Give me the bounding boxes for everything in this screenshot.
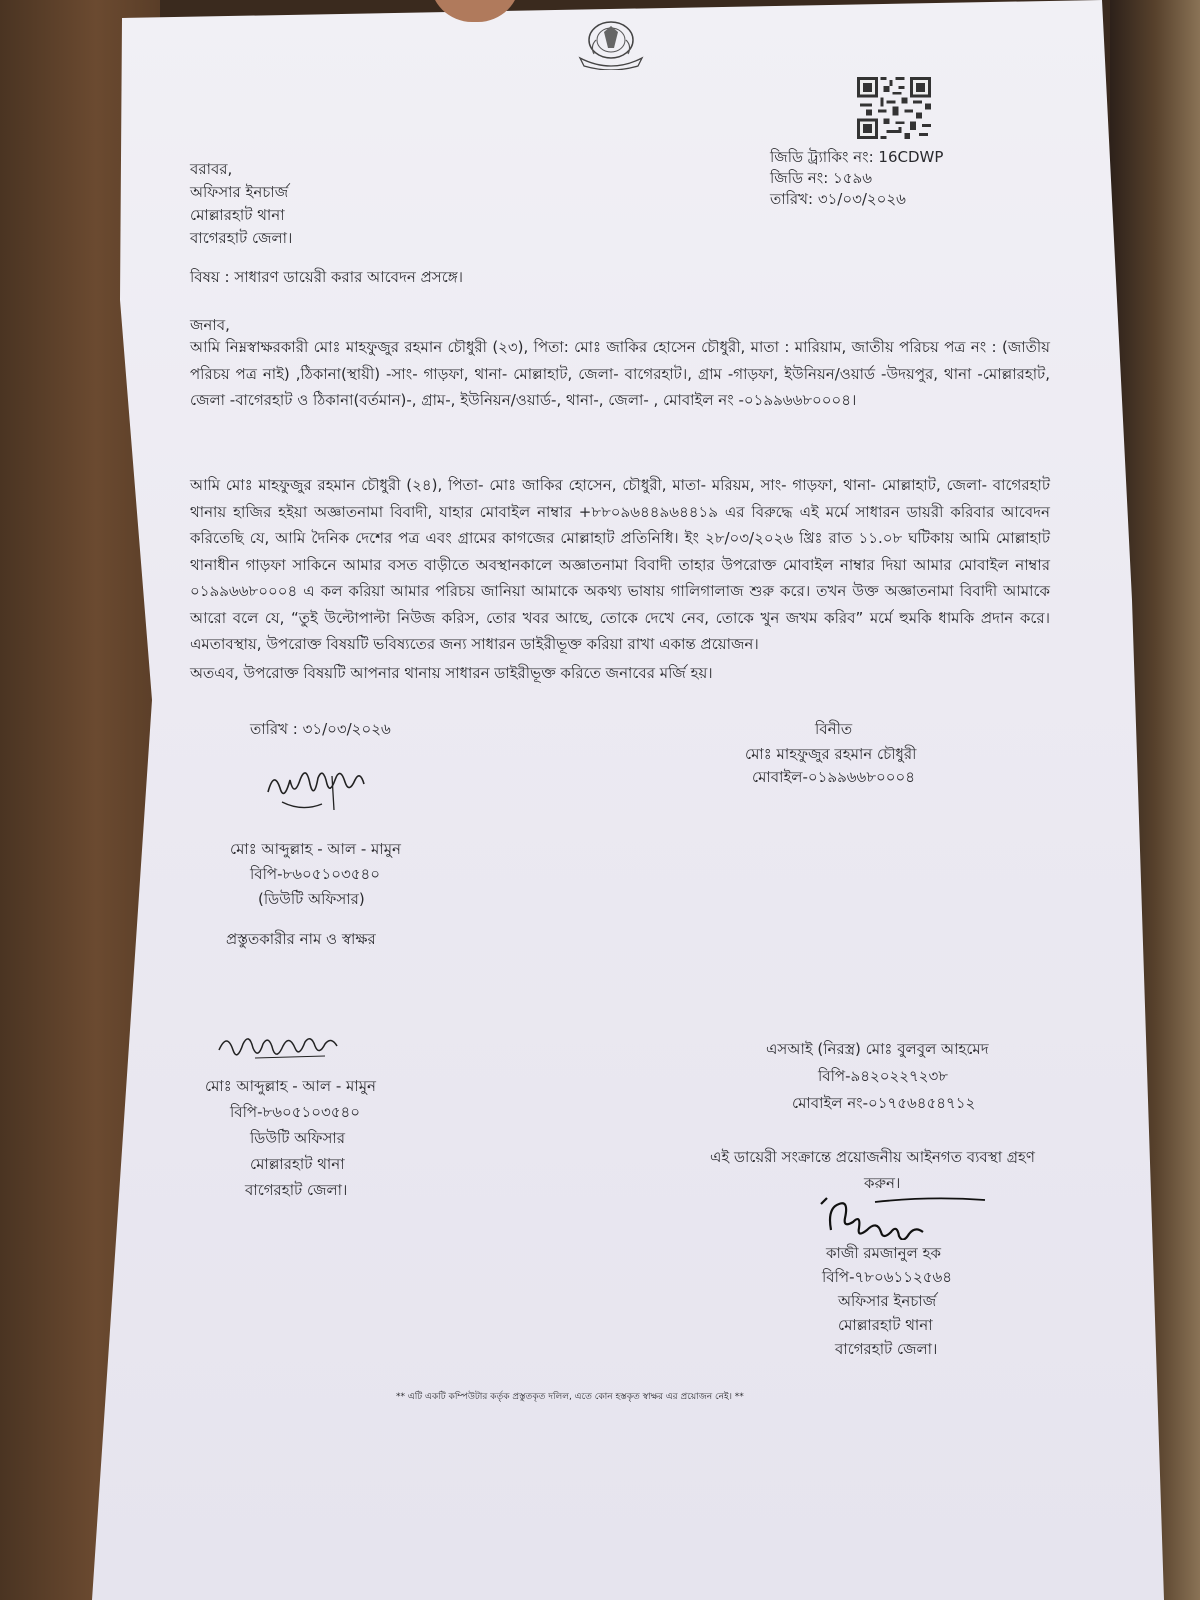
duty-officer-line: মোঃ আব্দুল্লাহ - আল - মামুন [205,1077,376,1095]
duty-officer-line: বিপি-৮৬০৫১০৩৫৪০ [230,1103,360,1121]
instruction-line: করুন। [864,1174,901,1192]
oc-line: কাজী রমজানুল হক [826,1244,941,1262]
si-line: এসআই (নিরস্ত্র) মোঃ বুলবুল আহমেদ [766,1040,989,1058]
gd-tracking-number: জিডি ট্র্যাকিং নং: 16CDWP [770,148,944,166]
police-emblem-icon [576,18,646,70]
recipient-line: অফিসার ইনচার্জ [190,183,289,201]
si-line: মোবাইল নং-০১৭৫৬৪৫৪৭১২ [792,1094,976,1112]
gd-number: জিডি নং: ১৫৯৬ [770,169,872,187]
preparer-signature [262,762,372,820]
oc-line: বিপি-৭৮০৬১১২৫৬৪ [822,1268,952,1286]
closing-word: বিনীত [815,720,853,738]
preparer-role: (ডিউটি অফিসার) [258,890,365,908]
duty-officer-line: ডিউটি অফিসার [250,1129,346,1147]
recipient-line: বরাবর, [190,160,233,178]
si-line: বিপি-৯৪২০২২৭২৩৮ [818,1067,948,1085]
duty-officer-line: বাগেরহাট জেলা। [245,1181,348,1199]
recipient-line: বাগেরহাট জেলা। [190,229,293,247]
oc-line: অফিসার ইনচার্জ [838,1292,937,1310]
application-date: তারিখ : ৩১/০৩/২০২৬ [250,720,391,738]
preparer-name: মোঃ আব্দুল্লাহ - আল - মামুন [230,840,401,858]
qr-code-icon [857,77,931,139]
oc-line: বাগেরহাট জেলা। [835,1340,938,1358]
subject-line: বিষয় : সাধারণ ডায়েরী করার আবেদন প্রসঙ্গে। [190,268,464,286]
duty-officer-line: মোল্লারহাট থানা [250,1155,345,1173]
request-paragraph: অতএব, উপরোক্ত বিষয়টি আপনার থানায় সাধারন ডাইরীভূক্ত করিতে জনাবের মর্জি হয়। [190,664,713,682]
computer-generated-note: ** এটি একটি কম্পিউটার কর্তৃক প্রস্তুতকৃত দলিল, এতে কোন হস্তকৃত স্বাক্ষর এর প্রয়োজন নেই। ** [396,1392,744,1402]
applicant-details-paragraph: আমি নিম্নস্বাক্ষরকারী মোঃ মাহফুজুর রহমান চৌধুরী (২৩), পিতা: মোঃ জাকির হোসেন চৌধুরী, মাতা : মারিয়াম, জাতীয় পরিচয় পত্র নং : (জাতীয় পরিচয় পত্র নাই) ,ঠিকানা(স্থায়ী) -সাং- গাড়ফা, থানা- মোল্লাহাট, জেলা- বাগেরহাট।, গ্রাম -গাড়ফা, ইউনিয়ন/ওয়ার্ড -উদয়পুর, থানা -মোল্লারহাট, জেলা -বাগেরহাট ও ঠিকানা(বর্তমান)-, গ্রাম-, ইউনিয়ন/ওয়ার্ড-, থানা-, জেলা- , মোবাইল নং -০১৯৯৬৬৮০০০৪। [190,338,1050,409]
applicant-mobile: মোবাইল-০১৯৯৬৬৮০০০৪ [752,768,916,786]
recipient-line: মোল্লারহাট থানা [190,206,285,224]
instruction-line: এই ডায়েরী সংক্রান্তে প্রয়োজনীয় আইনগত ব্যবস্থা গ্রহণ [710,1148,1035,1166]
preparer-bp: বিপি-৮৬০৫১০৩৫৪০ [250,865,380,883]
gd-date: তারিখ: ৩১/০৩/২০২৬ [770,190,906,208]
applicant-name: মোঃ মাহফুজুর রহমান চৌধুরী [745,745,917,763]
salutation: জনাব, [190,316,230,334]
officer-in-charge-signature [815,1190,990,1240]
complaint-paragraph: আমি মোঃ মাহফুজুর রহমান চৌধুরী (২৪), পিতা- মোঃ জাকির হোসেন, চৌধুরী, মাতা- মরিয়ম, সাং- গাড়ফা, থানা- মোল্লাহাট, জেলা- বাগেরহাট থানায় হাজির হইয়া অজ্ঞাতনামা বিবাদী, যাহার মোবাইল নাম্বার +৮৮০৯৬৪৪৯৬৪৪১৯ এর বিরুদ্ধে এই মর্মে সাধারন ডায়রী করিবার আবেদন করিতেছি যে, আমি দৈনিক দেশের পত্র এবং গ্রামের কাগজের মোল্লাহাট প্রতিনিধি। ইং ২৮/০৩/২০২৬ খ্রিঃ রাত ১১.০৮ ঘটিকায় আমি মোল্লাহাট থানাধীন গাড়ফা সাকিনে আমার বসত বাড়ীতে অবস্থানকালে অজ্ঞাতনামা বিবাদী তাহার উপরোক্ত মোবাইল নাম্বার দিয়া আমার মোবাইল নাম্বার ০১৯৯৬৬৮০০০৪ এ কল করিয়া আমার পরিচয় জানিয়া আমাকে অকথ্য ভাষায় গালিগালাজ শুরু করে। তখন উক্ত অজ্ঞাতনামা বিবাদী আমাকে আরো বলে যে, “তুই উল্টোপাল্টা নিউজ করিস, তোর খবর আছে, তোকে দেখে নেব, তোকে খুন জখম করিব” মর্মে হুমকি ধামকি প্রদান করে। এমতাবস্থায়, উপরোক্ত বিষয়টি ভবিষ্যতের জন্য সাধারন ডাইরীভূক্ত করিয়া রাখা একান্ত প্রয়োজন। [190,476,1050,653]
duty-officer-signature [215,1030,365,1064]
oc-line: মোল্লারহাট থানা [838,1316,933,1334]
preparer-caption: প্রস্তুতকারীর নাম ও স্বাক্ষর [226,930,376,948]
